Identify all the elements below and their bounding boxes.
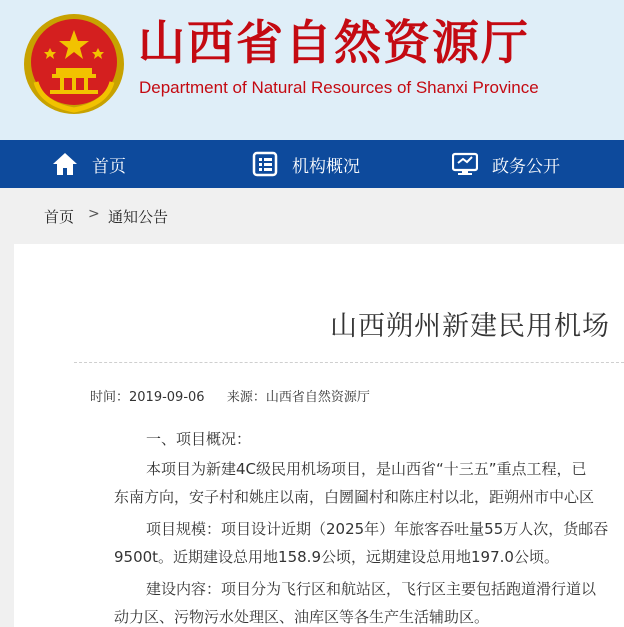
national-emblem-icon[interactable] [22, 12, 126, 116]
breadcrumb-current-link[interactable]: 通知公告 [108, 208, 169, 226]
date-label: 时间： [90, 390, 130, 405]
article-title: 山西朔州新建民用机场 [330, 311, 610, 342]
nav-item-organization[interactable] [252, 140, 360, 188]
monitor-icon [452, 151, 478, 177]
title-divider [74, 362, 624, 363]
publish-date: 2019-09-06 [129, 390, 205, 405]
paragraph: 一、项目概况： [146, 430, 252, 448]
main-nav [0, 140, 624, 188]
site-title: 山西省自然资源厅 [138, 16, 530, 71]
breadcrumb-separator: > [88, 206, 100, 222]
paragraph: 动力区、污物污水处理区、油库区等各生产生活辅助区。 [114, 608, 490, 626]
article-meta [90, 386, 370, 405]
paragraph: 项目规模：项目设计近期（2025年）年旅客吞吐量55万人次，货邮吞 [146, 520, 609, 538]
nav-item-home[interactable] [52, 140, 126, 188]
site-header [0, 0, 624, 140]
source-label: 来源： [226, 390, 266, 405]
paragraph: 建设内容：项目分为飞行区和航站区，飞行区主要包括跑道滑行道以 [146, 580, 597, 598]
breadcrumb [0, 188, 624, 242]
breadcrumb-home-link[interactable]: 首页 [44, 208, 75, 226]
nav-item-label: 政务公开 [492, 156, 560, 177]
paragraph: 9500t。近期建设总用地158.9公顷，远期建设总用地197.0公顷。 [114, 548, 559, 566]
nav-item-label: 首页 [92, 156, 126, 177]
article-source: 山西省自然资源厅 [265, 390, 370, 405]
list-icon [252, 151, 278, 177]
article-panel [14, 244, 624, 627]
nav-item-government-affairs[interactable] [452, 140, 560, 188]
paragraph: 东南方向，安子村和姚庄以南，白圐圙村和陈庄村以北，距朔州市中心区 [114, 488, 595, 506]
nav-item-label: 机构概况 [292, 156, 360, 177]
site-subtitle: Department of Natural Resources of Shanxi Province [139, 78, 539, 97]
paragraph: 本项目为新建4C级民用机场项目，是山西省“十三五”重点工程，已 [146, 460, 587, 478]
home-icon [52, 151, 78, 177]
